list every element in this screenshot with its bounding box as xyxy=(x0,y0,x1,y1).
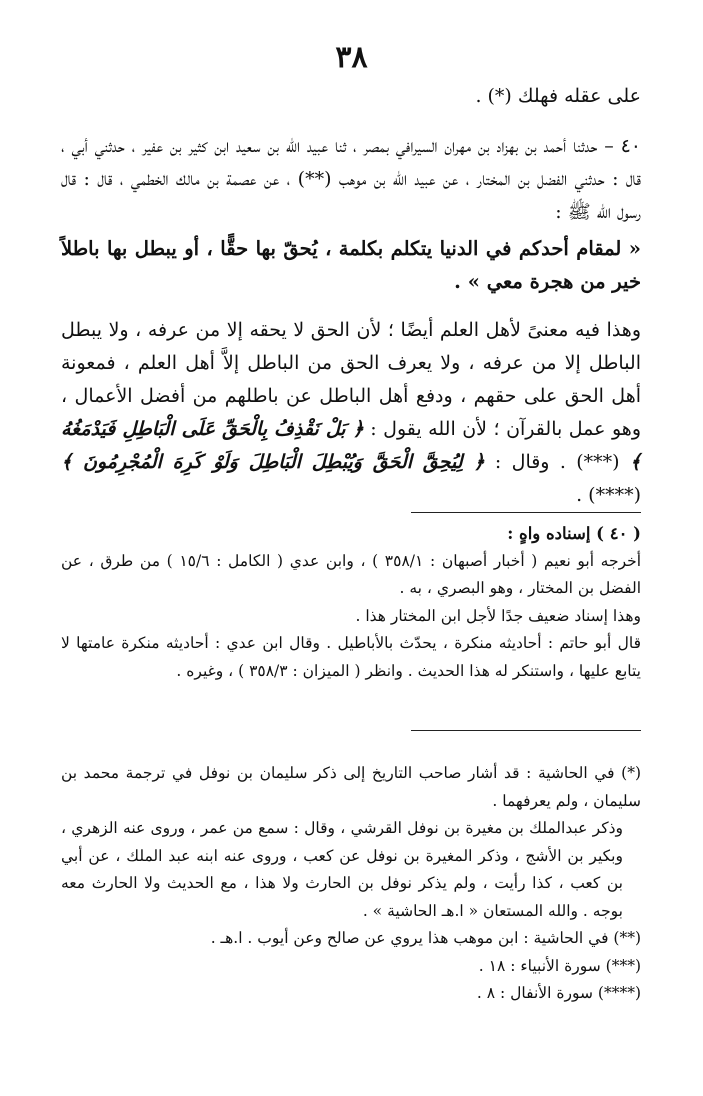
takhrij-divider xyxy=(411,512,641,513)
main-text xyxy=(61,80,641,113)
footnote-4: (****) سورة الأنفال : ٨ . xyxy=(476,984,641,1002)
takhrij-line-3: قال أبو حاتم : أحاديثه منكرة ، يحدّث بالأباطيل . وقال ابن عدي : أحاديثه منكرة عامتها لا يتابع عليها ، واستنكر له هذا الحديث . وانظر ( الميزان : ٣٥٨/٣ ) ، وغيره . xyxy=(61,634,641,680)
hadith-chain: ٤٠ – حدثنا أحمد بن بهزاد بن مهران السيرافي بمصر ، ثنا عبيد الله بن سعيد ابن كثير بن عفير ، حدثني أبي ، قال : حدثني الفضل بن المختار ، عن عبيد الله بن موهب (**) ، عن عصمة بن مالك الخطمي ، قال : قال رسول الله ﷺ : xyxy=(61,135,641,223)
footnotes-block xyxy=(61,760,641,1008)
takhrij-block xyxy=(61,520,641,685)
footnote-divider xyxy=(411,730,641,731)
commentary-block xyxy=(61,314,641,512)
and-said: . وقال : xyxy=(494,451,566,473)
ref-marker-2: (****) xyxy=(588,484,641,506)
footnote-2: (**) في الحاشية : ابن موهب هذا يروي عن صالح وعن أيوب . ا.هـ . xyxy=(210,929,641,947)
footnote-1-a: (*) في الحاشية : قد أشار صاحب التاريخ إلى ذكر سليمان بن نوفل في ترجمة محمد بن سليمان ، ولم يعرفهما . xyxy=(61,764,641,810)
hadith-text: « لمقام أحدكم في الدنيا يتكلم بكلمة ، يُحقّ بها حقًّا ، أو يبطل بها باطلاً خير من هجرة معي » . xyxy=(61,237,641,293)
footnote-1-b: وذكر عبدالملك بن مغيرة بن نوفل القرشي ، وقال : سمع من عمر ، وروى عنه الزهري ، وبكير بن الأشج ، وذكر المغيرة بن نوفل عن كعب ، وروى عنه ابنه عبد الملك ، عن أبي بن كعب ، كذا رأيت ، ولم يذكر نوفل بن الحارث ولا هذا ، مع الحديث ولا الحارث معه بوجه . والله المستعان « ا.هـ الحاشية » . xyxy=(61,819,623,920)
quran-verse-2: ﴿ لِيُحِقَّ الْحَقَّ وَيُبْطِلَ الْبَاطِلَ وَلَوْ كَرِهَ الْمُجْرِمُونَ ﴾ xyxy=(61,451,485,473)
takhrij-line-1: أخرجه أبو نعيم ( أخبار أصبهان : ٣٥٨/١ ) ، وابن عدي ( الكامل : ١٥/٦ ) من طرق ، عن الفضل بن المختار ، وهو البصري ، به . xyxy=(61,551,642,597)
takhrij-line-2: وهذا إسناد ضعيف جدًا لأجل ابن المختار هذا . xyxy=(355,606,641,625)
commentary xyxy=(61,314,641,512)
commentary-start: وهذا فيه معنىً لأهل العلم أيضًا ؛ لأن الحق لا يحقه إلا من عرفه ، ولا يبطل الباطل إلا من عرفه ، ولا يعرف الحق من الباطل إلاَّ أهل العلم ، فمعونة أهل الحق على حقهم ، ودفع أهل الباطل عن باطلهم من أفضل الأعمال ، وهو عمل بالقرآن ؛ لأن الله يقول : xyxy=(61,319,641,440)
page-number: ٣٨ xyxy=(335,40,368,75)
takhrij-heading: ( ٤٠ ) إسناده واهٍ : xyxy=(507,524,641,543)
intro-line: على عقله فهلك (*) . xyxy=(475,85,641,107)
ref-marker-1: (***) xyxy=(576,451,620,473)
hadith-block xyxy=(61,130,641,229)
footnote-3: (***) سورة الأنبياء : ١٨ . xyxy=(478,956,641,975)
quran-verse-1: ﴿ بَلْ نَقْذِفُ بِالْحَقِّ عَلَى الْبَاطِلِ فَيَدْمَغُهُ ﴾ xyxy=(61,418,641,473)
hadith-text-block xyxy=(61,232,641,298)
end-period: . xyxy=(576,484,583,506)
